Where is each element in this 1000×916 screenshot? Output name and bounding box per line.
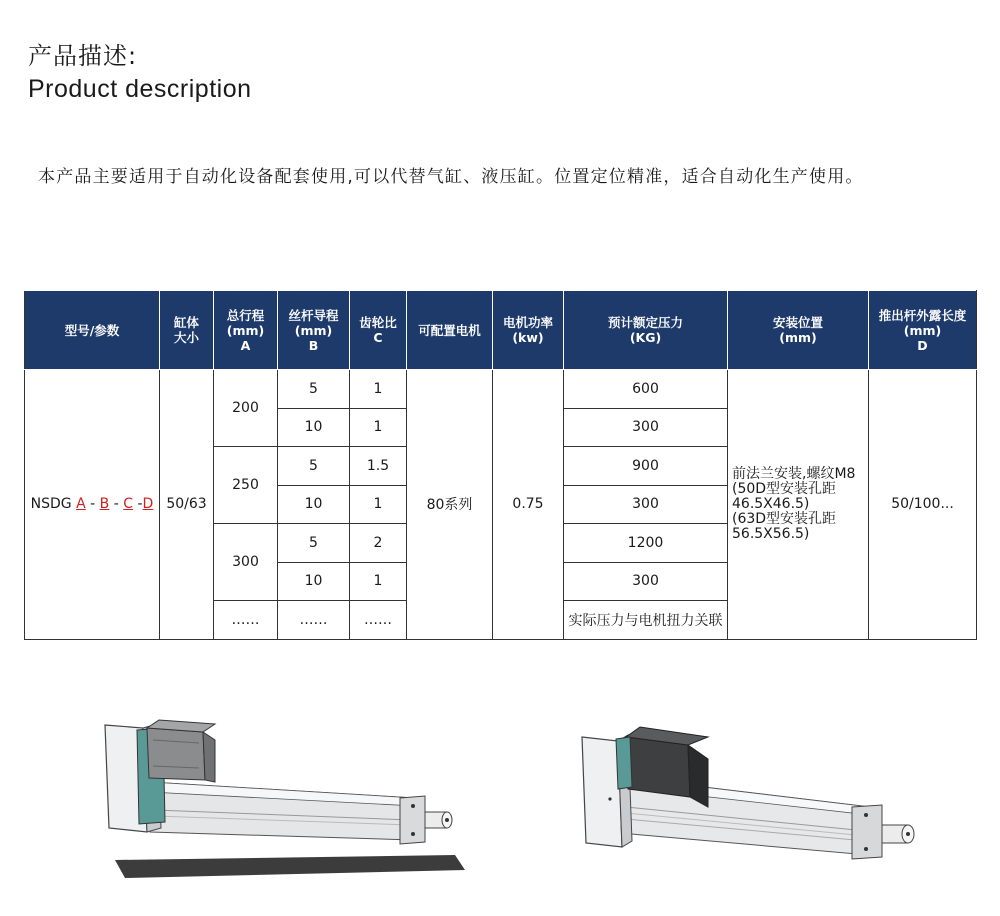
shadow [115,855,465,878]
header-gear: 齿轮比 C [350,291,407,370]
gear-cell: …… [350,601,407,640]
pressure-note-cell: 实际压力与电机扭力关联 [564,601,728,640]
side-plate [582,737,622,847]
page-title-en: Product description [28,75,252,103]
rod-length-cell: 50/100... [869,370,977,640]
end-flange [852,805,882,859]
header-rod: 推出杆外露长度 (mm) D [869,291,977,370]
header-mount: 安装位置 (mm) [728,291,869,370]
page-title-cn: 产品描述: [28,42,138,70]
lead-cell: 5 [278,447,350,486]
cylinder-size-cell: 50/63 [160,370,214,640]
gear-cell: 2 [350,524,407,563]
intro-text: 本产品主要适用于自动化设备配套使用,可以代替气缸、液压缸。位置定位精准，适合自动化生产使用。 [38,167,864,187]
stroke-cell: …… [214,601,278,640]
lead-cell: 10 [278,408,350,447]
table-header-row [25,291,977,370]
header-model: 型号/参数 [25,291,160,370]
product-image-right [570,715,950,885]
header-lead: 丝杆导程 (mm) B [278,291,350,370]
power-cell: 0.75 [493,370,564,640]
product-image-left [95,710,475,880]
gear-cell: 1 [350,485,407,524]
model-cell: NSDG A - B - C -D [25,370,160,640]
lead-cell: 10 [278,485,350,524]
header-stroke: 总行程 (mm) A [214,291,278,370]
pressure-cell: 600 [564,370,728,409]
pressure-cell: 900 [564,447,728,486]
motor [626,737,690,797]
lead-cell: …… [278,601,350,640]
motor [147,728,205,780]
pressure-cell: 300 [564,485,728,524]
gear-cell: 1 [350,408,407,447]
header-power: 电机功率 (kw) [493,291,564,370]
pressure-cell: 1200 [564,524,728,563]
spec-table [24,290,977,640]
end-flange [400,796,425,844]
stroke-cell: 300 [214,524,278,601]
stroke-cell: 200 [214,370,278,447]
header-cylinder: 缸体 大小 [160,291,214,370]
mount-cell: 前法兰安装,螺纹M8 (50D型安装孔距46.5X46.5) (63D型安装孔距56.5X56.5) [728,370,869,640]
gear-cell: 1 [350,562,407,601]
lead-cell: 5 [278,370,350,409]
motor-series-cell: 80系列 [407,370,493,640]
lead-cell: 5 [278,524,350,563]
lead-cell: 10 [278,562,350,601]
gear-cell: 1.5 [350,447,407,486]
gear-cell: 1 [350,370,407,409]
pressure-cell: 300 [564,562,728,601]
pressure-cell: 300 [564,408,728,447]
table-row [25,370,977,409]
header-motor: 可配置电机 [407,291,493,370]
header-pressure: 预计额定压力 (KG) [564,291,728,370]
stroke-cell: 250 [214,447,278,524]
